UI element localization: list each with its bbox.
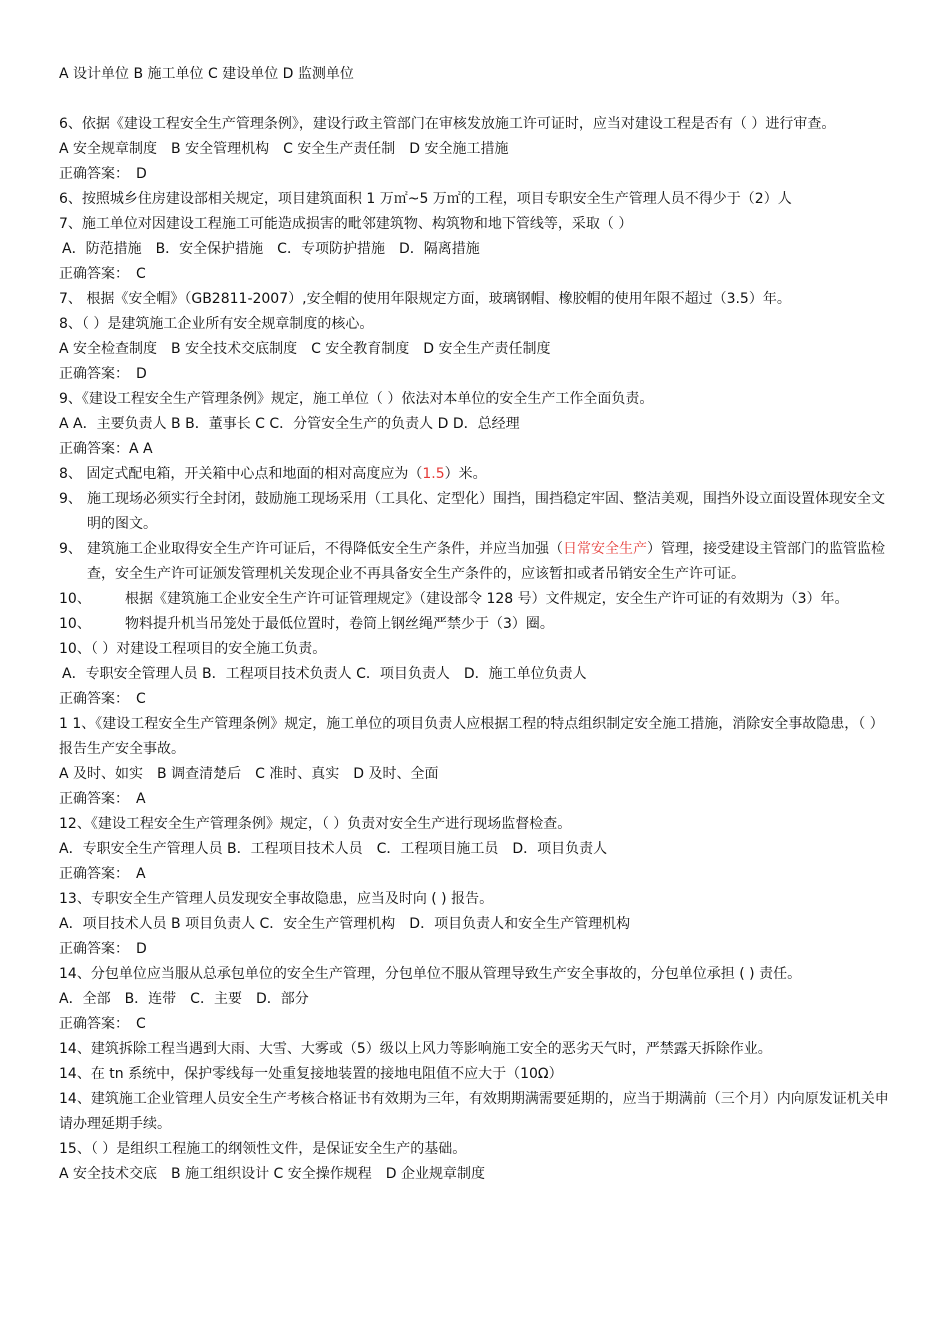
- note-9b-text-b: ）管理，接受建设主管部门的监管监检查，安全生产许可证颁发管理机关发现企业不再具备安全生产条件的，应该暂扣或者吊销安全生产许可证。: [87, 541, 885, 582]
- note-8-highlight: 1.5: [422, 466, 445, 482]
- note-text: 物料提升机当吊笼处于最低位置时，卷筒上钢丝绳严禁少于（3）圈。: [125, 616, 554, 632]
- note-number: 10、: [59, 591, 91, 607]
- question-6: 6、依据《建设工程安全生产管理条例》，建设行政主管部门在审核发放施工许可证时，应当对建设工程是否有（ ）进行审查。: [59, 116, 836, 132]
- options-line: A．防范措施 B．安全保护措施 C．专项防护措施 D．隔离措施: [62, 241, 480, 257]
- options-line: A 安全技术交底 B 施工组织设计 C 安全操作规程 D 企业规章制度: [59, 1166, 485, 1182]
- question-8: 8、（ ）是建筑施工企业所有安全规章制度的核心。: [59, 316, 374, 332]
- note-number: 9、: [59, 491, 82, 507]
- options-line: A A．主要负责人 B B．董事长 C C．分管安全生产的负责人 D D．总经理: [59, 416, 520, 432]
- answer-line: 正确答案： C: [59, 1016, 146, 1032]
- note-6: 6、按照城乡住房建设部相关规定，项目建筑面积 1 万㎡~5 万㎡的工程，项目专职安全生产管理人员不得少于（2）人: [59, 191, 792, 207]
- question-10: 10、（ ）对建设工程项目的安全施工负责。: [59, 641, 327, 657]
- note-8-text-b: ）米。: [444, 466, 487, 482]
- answer-line: 正确答案： D: [59, 166, 147, 182]
- question-14: 14、分包单位应当服从总承包单位的安全生产管理，分包单位不服从管理导致生产安全事故的，分包单位承担 ( ) 责任。: [59, 966, 802, 982]
- options-line: A．项目技术人员 B 项目负责人 C．安全生产管理机构 D．项目负责人和安全生产管理机构: [59, 916, 631, 932]
- note-14a: 14、建筑拆除工程当遇到大雨、大雪、大雾或（5）级以上风力等影响施工安全的恶劣天气时，严禁露天拆除作业。: [59, 1041, 772, 1057]
- question-11: 1 1、《建设工程安全生产管理条例》规定，施工单位的项目负责人应根据工程的特点组织制定安全施工措施，消除安全事故隐患，（ ）报告生产安全事故。: [59, 716, 884, 757]
- options-line: A．全部 B．连带 C．主要 D．部分: [59, 991, 309, 1007]
- question-7: 7、施工单位对因建设工程施工可能造成损害的毗邻建筑物、构筑物和地下管线等，采取（ ）: [59, 216, 633, 232]
- answer-line: 正确答案：A A: [59, 441, 153, 457]
- options-line: A 安全规章制度 B 安全管理机构 C 安全生产责任制 D 安全施工措施: [59, 141, 509, 157]
- note-10b: [59, 612, 895, 637]
- options-line: A 及时、如实 B 调查清楚后 C 准时、真实 D 及时、全面: [59, 766, 439, 782]
- question-12: 12、《建设工程安全生产管理条例》规定，（ ）负责对安全生产进行现场监督检查。: [59, 816, 572, 832]
- note-text: 根据《建筑施工企业安全生产许可证管理规定》（建设部令 128 号）文件规定，安全生产许可证的有效期为（3）年。: [125, 591, 849, 607]
- document-page: [59, 62, 895, 1187]
- answer-line: 正确答案： C: [59, 266, 146, 282]
- options-line: A．专职安全生产管理人员 B．工程项目技术人员 C．工程项目施工员 D．项目负责人: [59, 841, 608, 857]
- answer-line: 正确答案： D: [59, 941, 147, 957]
- blank-line: [59, 87, 895, 112]
- question-9: 9、《建设工程安全生产管理条例》规定，施工单位（ ）依法对本单位的安全生产工作全面负责。: [59, 391, 654, 407]
- note-8-text-a: 8、 固定式配电箱，开关箱中心点和地面的相对高度应为（: [59, 466, 423, 482]
- note-9b-text-a: 建筑施工企业取得安全生产许可证后，不得降低安全生产条件，并应当加强（: [87, 541, 563, 557]
- answer-line: 正确答案： A: [59, 866, 146, 882]
- note-number: 10、: [59, 616, 91, 632]
- question-13: 13、专职安全生产管理人员发现安全事故隐患，应当及时向 ( ) 报告。: [59, 891, 494, 907]
- answer-line: 正确答案： A: [59, 791, 146, 807]
- answer-line: 正确答案： C: [59, 691, 146, 707]
- options-line: A 安全检查制度 B 安全技术交底制度 C 安全教育制度 D 安全生产责任制度: [59, 341, 551, 357]
- note-9b-highlight: 日常安全生产: [563, 541, 647, 557]
- note-number: 9、: [59, 541, 82, 557]
- note-text: [87, 537, 895, 587]
- options-line: A 设计单位 B 施工单位 C 建设单位 D 监测单位: [59, 66, 354, 82]
- answer-line: 正确答案： D: [59, 366, 147, 382]
- note-text: 施工现场必须实行全封闭，鼓励施工现场采用（工具化、定型化）围挡，围挡稳定牢固、整洁美观，围挡外设立面设置体现安全文明的图文。: [87, 491, 885, 532]
- options-line: A．专职安全管理人员 B．工程项目技术负责人 C．项目负责人 D．施工单位负责人: [62, 666, 587, 682]
- question-15: 15、（ ）是组织工程施工的纲领性文件，是保证安全生产的基础。: [59, 1141, 467, 1157]
- note-8: [59, 462, 895, 487]
- note-9a: [59, 487, 895, 537]
- note-10a: [59, 587, 895, 612]
- note-14c: 14、建筑施工企业管理人员安全生产考核合格证书有效期为三年，有效期期满需要延期的，应当于期满前（三个月）内向原发证机关申请办理延期手续。: [59, 1091, 889, 1132]
- note-9b: [59, 537, 895, 587]
- note-14b: 14、在 tn 系统中，保护零线每一处重复接地装置的接地电阻值不应大于（10Ω）: [59, 1066, 563, 1082]
- note-7: 7、 根据《安全帽》（GB2811-2007）,安全帽的使用年限规定方面，玻璃钢帽、橡胶帽的使用年限不超过（3.5）年。: [59, 291, 791, 307]
